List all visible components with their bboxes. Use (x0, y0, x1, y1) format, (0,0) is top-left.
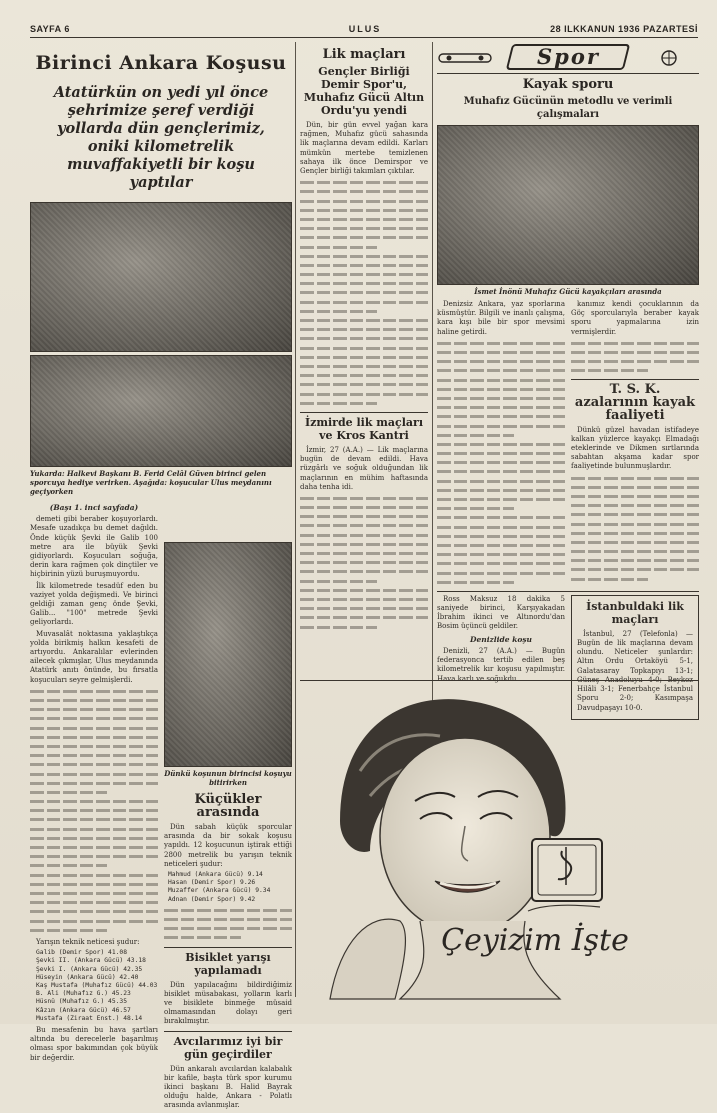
avcilar-text: Dün ankaralı avcılardan kalabalık bir kafile, başta türk spor kurumu ikinci başkanı B. Halid Bayrak olduğu halde, Ankara - Polatlı arasında avlanmışlar. (164, 1064, 292, 1110)
race-result: Kaş Mustafa (Muhafız Gücü) 44.03 (36, 981, 158, 989)
race-result: Hüseyin (Ankara Gücü) 42.40 (36, 973, 139, 981)
photo-caption-race: Yukarda: Halkevi Başkanı B. Ferid Celâl Güven birinci gelen sporcuya hediye verirken. Aşağıda: koşucular Ulus meydanını geçiyorken (30, 469, 272, 496)
izmir-body (300, 446, 428, 632)
denizli-text: Denizli, 27 (A.A.) — Bugün federasyonca tertib edilen beş kilometrelik kır koşusu yapılmıştır. Hava karlı ve soğukdu. (437, 646, 565, 683)
subheadline-kayak: Muhafız Gücünün metodlu ve verimli çalışmaları (463, 96, 673, 120)
photo-runners-ulus-square (30, 355, 292, 467)
race-result: Şevki I. (Ankara Gücü) 42.35 (36, 965, 143, 973)
soap-box-icon (532, 839, 602, 901)
kayak-text-left: Denizsiz Ankara, yaz sporlarına küsmüştür. Bilgili ve inanlı çalışma, kara kışı bile bir spor mevsimi haline getirdi. (437, 300, 565, 336)
kucukler-intro: Dün sabah küçük sporcular arasında da bir sokak koşusu yapıldı. 12 koşucunun iştirak ettiği 2800 metrelik bu yarışın teknik neticeleri şudur: (164, 823, 292, 868)
kucukler-result: Adnan (Demir Spor) 9.42 (168, 895, 256, 903)
headline-bisiklet: Bisiklet yarışı yapılamadı (164, 947, 292, 977)
page-number: SAYFA 6 (30, 24, 70, 34)
column-ankara-race (30, 42, 292, 1110)
headline-kucukler: Küçükler arasında (194, 792, 262, 820)
race-result: Kâzım (Ankara Gücü) 46.57 (36, 1006, 131, 1014)
runner-decoration-icon (437, 48, 497, 68)
article-body-race (30, 500, 158, 1113)
issue-date: 28 ILKKANUN 1936 PAZARTESİ (550, 24, 698, 34)
spor-logo: Spor (506, 44, 630, 70)
headline-tsk: T. S. K. azalarının kayak faaliyeti (571, 379, 699, 422)
race-result: Şevki II. (Ankara Gücü) 43.18 (36, 957, 146, 965)
race-result: B. Ali (Muhafız G.) 45.23 (36, 990, 131, 998)
column-league-matches (300, 42, 428, 522)
masthead (30, 24, 698, 38)
headline-lik-maclari: Lik maçları (322, 47, 406, 62)
bisiklet-text: Dün yapılacağını bildirdiğimiz bisiklet müsabakası, yolların karlı ve bisiklete binmeğe müsaid olmamasından dolayı geri bırakılmıştır. (164, 980, 292, 1026)
race-closing: Bu mesafenin bu hava şartları altında bu derecelerle başarılmış olması spor bakımından çok büyük bir değerdir. (30, 1025, 158, 1062)
kucukler-results (164, 871, 292, 904)
race-para-2: İlk kilometrede tesadüf eden bu vaziyet yolda değişmedi. Ve birinci geldiği zaman genç önde Şevki, Galib... "100" metrede Şevki geliyorlardı. (30, 581, 158, 627)
izmir-intro: İzmir, 27 (A.A.) — Lik maçlarına bugün de devam edildi. Hava rüzgârlı ve soğuk olduğundan lik maçlarının en mühim haftasında daha tenha idi. (300, 445, 428, 491)
bisiklet-body (164, 981, 292, 1027)
kucukler-result: Muzaffer (Ankara Gücü) 9.34 (168, 887, 271, 895)
lik-intro: Dün, bir gün evvel yağan kara rağmen, Muhafız gücü sahasında lik maçlarına devam edildi. Karları mümkün mertebe temizlenen sahaya ilk önce Demirspor ve Gençler birliği takımları çıktılar. (300, 121, 428, 176)
istanbul-text: İstanbul, 27 (Telefonla) — Bugün de lik maçlarına devam olundu. Neticeler şunlardır: Altın Ordu Ortaköyü 5-1, Galatasaray Topkapıyı 13-1; Güneş Anadoluyu 4-0; Beykoz Hilâli 3-1; Fenerbahçe İstanbul Sporu 2-0; Kasımpaşa Davudpaşayı 10-0. (577, 629, 693, 712)
ad-slogan: Çeyizim İşte (441, 923, 629, 958)
results-title: Yarışın teknik neticesi şudur: (36, 937, 140, 946)
continued-note: (Başı 1. inci sayfada) (49, 503, 139, 512)
column-rule-1 (295, 42, 296, 997)
race-para-3: Muvasalât noktasına yaklaştıkça yolda birikmiş halkın kesafeti de artıyordu. Ankaralılar evlerinden ailecek çıkmışlar, Ulus meydanında Atatürk anıtı önünde, bu fırsatla koşucuları seyre gelmişlerdi. (30, 629, 158, 684)
headline-istanbul: İstanbuldaki lik maçları (586, 599, 684, 626)
photo-caption-winner: Dünkü koşunun birincisi koşuyu bitirirken (164, 769, 292, 787)
headline-ankara-kosusu: Birinci Ankara Koşusu (35, 52, 287, 74)
ross-text: Ross Maksuz 18 dakika 5 saniyede birinci, Karşıyakadan İbrahim ikinci ve Altınordu'dan Bosim üçüncü geldiler. (437, 594, 565, 631)
kayak-body-right (571, 300, 699, 587)
subheadline-ankara-kosusu: Atatürkün on yedi yıl önce şehrimize şeref verdiği yollarda dün gençlerimiz, oniki kilometrelik muvaffakiyetli bir koşu yaptılar (53, 84, 269, 191)
headline-kayak: Kayak sporu (522, 77, 614, 92)
race-result: Hüsnü (Muhafız G.) 45.35 (36, 998, 127, 1006)
race-para-1: demeti gibi beraber koşuyorlardı. Mesafe uzadıkça bu demet dağıldı. Önde küçük Şevki ile Galib 100 metre ara ile büyük Şevki gidiyorlardı. Koşucuları soğuğa, derin kara rağmen çok dinçtiler ve hiçbirinin yüzü buruşmuyordu. (30, 515, 158, 579)
spor-banner (437, 42, 699, 74)
subheadline-lik: Gençler Birliği Demir Spor'u, Muhafız Gücü Altın Ordu'yu yendi (303, 65, 425, 117)
kucukler-result: Mahmud (Ankara Gücü) 9.14 (168, 871, 263, 879)
advertisement (300, 680, 699, 998)
headline-izmir: İzmirde lik maçları ve Kros Kantri (300, 412, 428, 442)
race-text-filler (30, 687, 158, 935)
column-spor (437, 42, 699, 712)
photo-caption-ski: İsmet İnönü Muhafız Gücü kayakçıları arasında (474, 287, 662, 296)
kucukler-body (164, 823, 292, 943)
avcilar-body (164, 1065, 292, 1111)
paper-name: ULUS (348, 24, 382, 34)
race-result: Mustafa (Ziraat Enst.) 48.14 (36, 1014, 143, 1022)
kucukler-result: Hasan (Demir Spor) 9.26 (168, 879, 256, 887)
race-results-list (30, 949, 158, 1023)
kayak-body-left (437, 300, 565, 587)
photo-award-ceremony (30, 202, 292, 352)
race-result: Galib (Demir Spor) 41.08 (36, 949, 127, 957)
headline-avcilar: Avcılarımız iyi bir gün geçirdiler (164, 1031, 292, 1061)
photo-winner-finish (164, 542, 292, 767)
kayak-text-right: kanımız kendi çocuklarının da Göç sporcularıyla beraber kayak sporu yapmalarına izin vermişlerdir. (571, 300, 699, 336)
ball-decoration-icon (639, 48, 699, 68)
photo-ski-team (437, 125, 699, 285)
tsk-text: Dünkü güzel havadan istifadeye kalkan yüzlerce kayakçı Elmadağı eteklerinde ve Dikmen sırtlarında sabahtan akşama kadar spor faaliyetinde bulunmuşlardır. (571, 425, 699, 471)
lik-body (300, 121, 428, 408)
headline-denizli: Denizlide koşu (469, 634, 533, 644)
